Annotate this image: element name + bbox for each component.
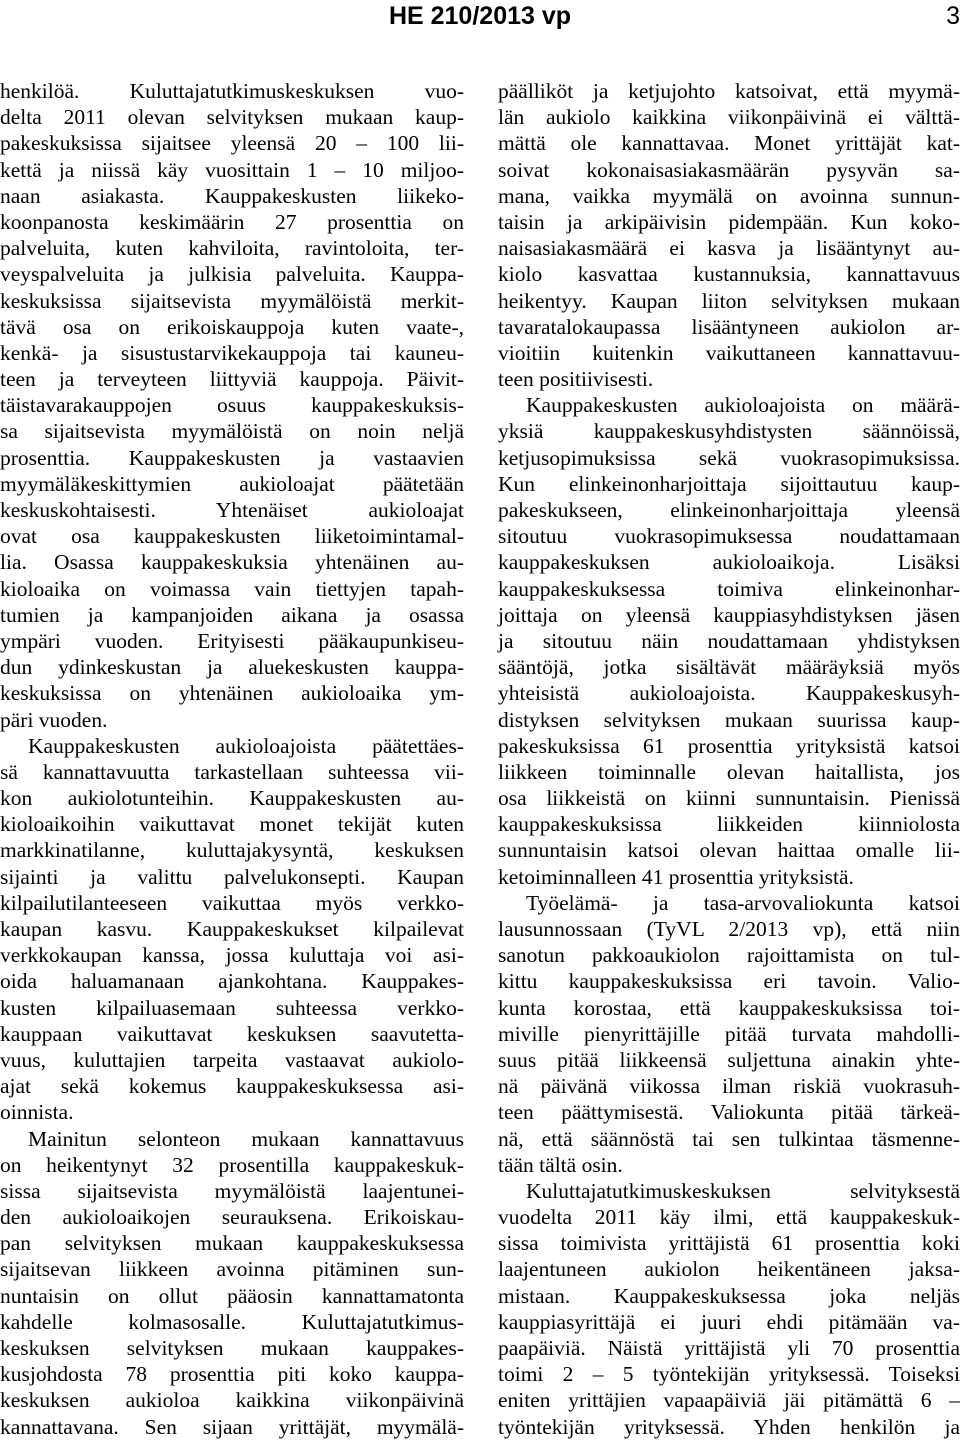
- text-line: kaupan kasvu. Kauppakeskukset kilpailevat: [0, 917, 464, 941]
- text-line: Työelämä- ja tasa-arvovaliokunta katsoi: [526, 890, 960, 915]
- text-line: lia. Osassa kauppakeskuksia yhtenäinen au-: [0, 550, 464, 575]
- text-line: veyspalveluita ja julkisia palveluita. Kauppa-: [0, 262, 464, 287]
- text-line: distyksen selvityksen mukaan suurissa kaup-: [498, 707, 960, 732]
- text-line: pakeskuksissa sijaitsee yleensä 20 – 100 lii-: [0, 131, 464, 156]
- text-line: ketjusopimuksissa sekä vuokrasopimuksissa.: [498, 445, 960, 470]
- text-line: oinnista.: [0, 1100, 74, 1125]
- text-line: kauppiasyrittäjä ei juuri ehdi pitämään va-: [498, 1309, 960, 1334]
- text-line: päri vuoden.: [0, 707, 108, 732]
- text-line: pakeskukseen, elinkeinonharjoittaja yleensä: [498, 498, 960, 522]
- text-line: kusjohdosta 78 prosenttia piti koko kauppa-: [0, 1362, 464, 1387]
- text-line: soivat kokonaisasiakasmäärän pysyvän sa-: [498, 157, 960, 182]
- text-line: dun ydinkeskustan ja aluekeskusten kauppa-: [0, 655, 464, 680]
- text-line: sunnuntaisin katsoi olevan haittaa omalle lii-: [498, 838, 960, 863]
- text-line: palveluita, kuten kahviloita, ravintoloita, ter-: [0, 236, 464, 261]
- text-line: vuus, kuluttajien tarpeita vastaavat aukiolo-: [0, 1047, 464, 1072]
- text-line: vioitiin kuitenkin vaikuttaneen kannattavuu-: [498, 340, 960, 365]
- text-line: sijainti ja valittu palvelukonsepti. Kaupan: [0, 864, 464, 889]
- text-line: ja sitoutuu näin noudattamaan yhdistyksen: [498, 628, 960, 653]
- text-line: Kauppakeskusten aukioloajoista päätettäes-: [28, 733, 464, 758]
- page-header: [0, 0, 960, 40]
- text-line: nä, että säännöstä tai sen tulkintaa täsmenne-: [498, 1126, 960, 1151]
- document-id: HE 210/2013 vp: [388, 2, 572, 30]
- text-line: liikkeen toiminnalle olevan haitallista, jos: [498, 759, 960, 784]
- text-line: Mainitun selonteon mukaan kannattavuus: [28, 1126, 464, 1151]
- text-line: kioloaikoihin vaikuttavat monet tekijät kuten: [0, 812, 464, 837]
- text-line: kauppakeskuksissa liikkeiden kiinniolosta: [498, 812, 960, 837]
- text-line: Kun elinkeinonharjoittaja sijoittautuu kaup-: [498, 471, 960, 496]
- text-line: mana, vaikka myymälä on avoinna sunnun-: [498, 183, 960, 208]
- text-line: kunta korostaa, että kauppakeskuksissa toi-: [498, 995, 960, 1020]
- text-line: kettä ja niissä käy vuosittain 1 – 10 miljoo-: [0, 157, 464, 182]
- text-line: mättä ole kannattavaa. Monet yrittäjät kat-: [498, 131, 960, 156]
- text-line: sanotun pakkoaukiolon rajoittamista on tul-: [498, 943, 960, 968]
- text-line: miville pienyrittäjille pitää turvata mahdolli-: [498, 1021, 960, 1046]
- text-line: joittaja on yleensä kauppiasyhdistyksen jäsen: [498, 602, 960, 627]
- text-line: nä päivänä viikossa ilman riskiä vuokrasuh-: [498, 1074, 960, 1099]
- text-line: suus pitää liikkeensä suljettuna ainakin yhte-: [498, 1047, 960, 1072]
- text-line: lausunnossaan (TyVL 2/2013 vp), että niin: [498, 917, 960, 941]
- text-line: teen päättymisestä. Valiokunta pitää tärkeä-: [498, 1100, 960, 1125]
- text-line: den aukioloaikojen seurauksena. Erikoiskau-: [0, 1205, 464, 1230]
- text-line: kilpailutilanteeseen vaikuttaa myös verkko-: [0, 890, 464, 915]
- text-line: keskuksissa sijaitsevista myymälöistä merkit-: [0, 288, 464, 313]
- text-line: sääntöjä, jotka sisältävät määräyksiä myös: [498, 655, 960, 680]
- text-line: ketoiminnalleen 41 prosenttia yrityksistä.: [498, 864, 854, 889]
- text-line: sijaitsevan liikkeen avoinna pitäminen sun-: [0, 1257, 464, 1282]
- text-line: kahdelle kolmasosalle. Kuluttajatutkimus-: [0, 1309, 464, 1334]
- text-line: tävä osa on erikoiskauppoja kuten vaate-,: [0, 314, 464, 339]
- text-line: mistaan. Kauppakeskuksessa joka neljäs: [498, 1283, 960, 1308]
- text-line: delta 2011 olevan selvityksen mukaan kaup-: [0, 105, 464, 130]
- text-line: ajat sekä kokemus kauppakeskuksessa asi-: [0, 1074, 464, 1099]
- text-line: keskuksen aukioloa kaikkina viikonpäivinä: [0, 1388, 464, 1413]
- text-line: yhteisistä aukioloajoista. Kauppakeskusyh-: [498, 681, 960, 706]
- text-line: nuntaisin on ollut pääosin kannattamatonta: [0, 1283, 464, 1308]
- right-column: [498, 78, 960, 1440]
- text-line: keskuskohtaisesti. Yhtenäiset aukioloajat: [0, 498, 464, 522]
- text-line: markkinatilanne, kuluttajakysyntä, keskuksen: [0, 838, 464, 863]
- text-line: vuodelta 2011 käy ilmi, että kauppakeskuk-: [498, 1205, 960, 1230]
- text-line: prosenttia. Kauppakeskusten ja vastaavien: [0, 445, 464, 470]
- text-line: kauppaan vaikuttavat keskuksen saavutetta-: [0, 1021, 464, 1046]
- text-line: osa liikkeistä on kiinni sunnuntaisin. Pienissä: [498, 786, 960, 811]
- text-line: on heikentynyt 32 prosentilla kauppakeskuk-: [0, 1152, 464, 1177]
- text-line: koonpanosta keskimäärin 27 prosenttia on: [0, 209, 464, 234]
- text-line: yksiä kauppakeskusyhdistysten säännöissä,: [498, 419, 960, 444]
- text-line: kiolo kasvattaa kustannuksia, kannattavuus: [498, 262, 960, 287]
- text-line: län aukiolo kaikkina viikonpäivinä ei välttä-: [498, 105, 960, 130]
- text-line: kannattavana. Sen sijaan yrittäjät, myymälä-: [0, 1414, 464, 1439]
- text-line: keskuksissa on yhtenäinen aukioloaika ym-: [0, 681, 464, 706]
- text-line: kioloaika on voimassa vain tiettyjen tapah-: [0, 576, 464, 601]
- text-line: tumien ja kampanjoiden aikana ja osassa: [0, 602, 464, 627]
- text-line: täistavarakauppojen osuus kauppakeskuksis-: [0, 393, 464, 418]
- text-line: laajentuneen aukiolon heikentäneen jaksa-: [498, 1257, 960, 1282]
- text-line: tään tältä osin.: [498, 1152, 623, 1177]
- text-line: sissa toimivista yrittäjistä 61 prosenttia koki: [498, 1231, 960, 1256]
- text-line: työntekijän yrityksessä. Yhden henkilön ja: [498, 1414, 960, 1439]
- page-number: 3: [946, 2, 960, 30]
- text-line: sä kannattavuutta tarkastellaan suhteessa vii-: [0, 759, 464, 784]
- text-line: naan asiakasta. Kauppakeskusten liikeko-: [0, 183, 464, 208]
- text-line: Kauppakeskusten aukioloajoista on määrä-: [526, 393, 960, 418]
- text-line: oida haluamanaan ajankohtana. Kauppakes-: [0, 969, 464, 994]
- left-column: [0, 78, 464, 1440]
- text-line: pakeskuksissa 61 prosenttia yrityksistä katsoi: [498, 733, 960, 758]
- text-line: kon aukiolotunteihin. Kauppakeskusten au-: [0, 786, 464, 811]
- text-line: naisasiakasmäärä ei kasva ja lisääntynyt au-: [498, 236, 960, 261]
- text-line: tavaratalokaupassa lisääntyneen aukiolon ar-: [498, 314, 960, 339]
- text-line: verkkokaupan kanssa, jossa kuluttaja voi asi-: [0, 943, 464, 968]
- text-line: Kuluttajatutkimuskeskuksen selvityksestä: [526, 1178, 960, 1203]
- text-line: teen ja terveyteen liittyviä kauppoja. Päivit-: [0, 367, 464, 392]
- text-line: kauppakeskuksen aukioloaikoja. Lisäksi: [498, 550, 960, 575]
- text-line: sissa sijaitsevista myymälöistä laajentunei-: [0, 1178, 464, 1203]
- text-line: toimi 2 – 5 työntekijän yrityksessä. Toiseksi: [498, 1362, 960, 1387]
- text-line: kusten kilpailuasemaan suhteessa verkko-: [0, 995, 464, 1020]
- text-line: teen positiivisesti.: [498, 367, 654, 392]
- text-line: heikentyy. Kaupan liiton selvityksen mukaan: [498, 288, 960, 313]
- text-line: eniten yrittäjien vapaapäiviä jäi pitämättä 6 –: [498, 1388, 960, 1413]
- text-line: kauppakeskuksessa toimiva elinkeinonhar-: [498, 576, 960, 601]
- text-line: ovat osa kauppakeskusten liiketoimintamal-: [0, 524, 464, 549]
- text-line: taisin ja arkipäivisin pidempään. Kun koko-: [498, 209, 960, 234]
- text-line: paapäiviä. Näistä yrittäjistä yli 70 prosenttia: [498, 1336, 960, 1360]
- text-line: keskuksen selvityksen mukaan kauppakes-: [0, 1336, 464, 1360]
- text-line: myymäläkeskittymien aukioloajat päätetään: [0, 471, 464, 496]
- text-line: pan selvityksen mukaan kauppakeskuksessa: [0, 1231, 464, 1256]
- text-line: päälliköt ja ketjujohto katsoivat, että myymä-: [498, 79, 960, 103]
- text-line: henkilöä. Kuluttajatutkimuskeskuksen vuo-: [0, 79, 464, 103]
- text-line: ympäri vuoden. Erityisesti pääkaupunkiseu-: [0, 628, 464, 653]
- text-line: sitoutuu vuokrasopimuksessa noudattamaan: [498, 524, 960, 549]
- text-line: sa sijaitsevista myymälöistä on noin neljä: [0, 419, 464, 444]
- text-line: kenkä- ja sisustustarvikekauppoja tai kauneu-: [0, 340, 464, 365]
- text-line: kittu kauppakeskuksissa eri tavoin. Valio-: [498, 969, 960, 994]
